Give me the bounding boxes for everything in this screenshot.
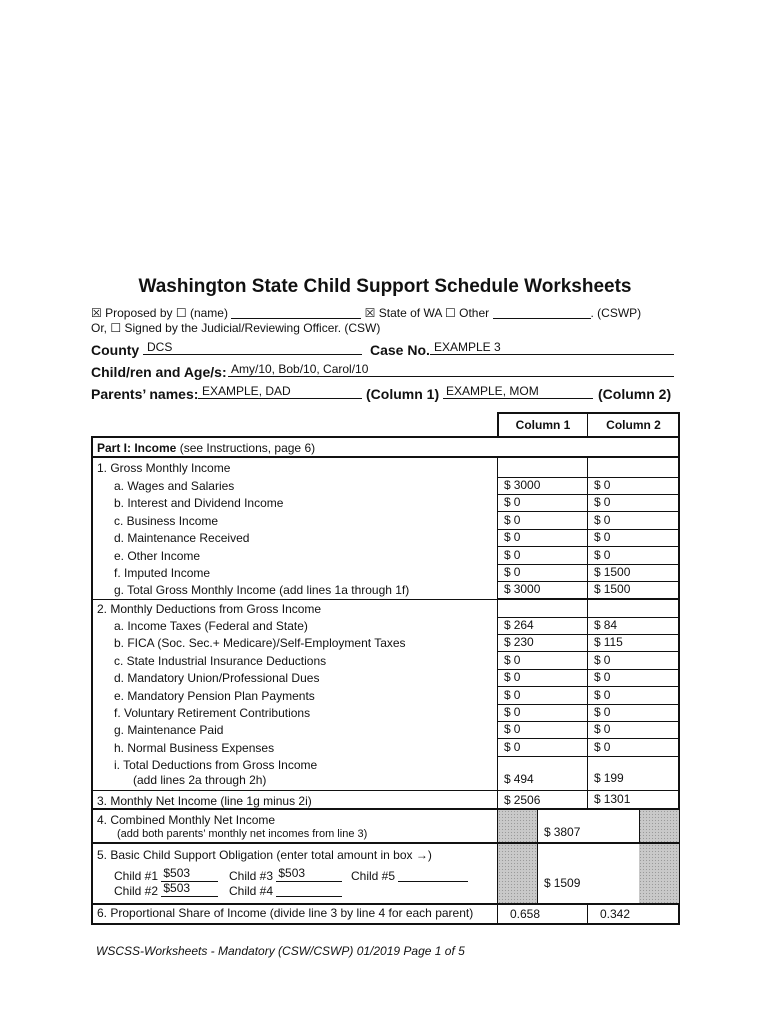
line2i-rule xyxy=(92,790,679,791)
line2-col2-value[interactable]: $ 0 xyxy=(594,687,611,702)
child1-value: $503 xyxy=(163,866,191,880)
line4-shade-border-l xyxy=(537,809,538,904)
line5-rule xyxy=(92,903,679,905)
children-value: Amy/10, Bob/10, Carol/10 xyxy=(231,362,369,376)
part1-title xyxy=(97,441,315,455)
line4-shade-right xyxy=(639,810,679,842)
line2-col2-value[interactable]: $ 84 xyxy=(594,618,618,632)
child2-field[interactable] xyxy=(161,881,218,897)
line5-shade-right xyxy=(639,844,679,903)
line1-col2-value[interactable]: $ 0 xyxy=(594,512,611,527)
line1-col1-value[interactable]: $ 0 xyxy=(504,547,521,562)
parent2-value: EXAMPLE, MOM xyxy=(446,384,539,398)
line1-row-label: e. Other Income xyxy=(114,548,201,563)
child5-field[interactable] xyxy=(398,870,468,882)
county-field[interactable] xyxy=(143,340,362,355)
line6-col1[interactable]: 0.658 xyxy=(510,907,541,921)
part1-heading: Part I: Income xyxy=(97,441,177,455)
line2-col2-value[interactable]: $ 0 xyxy=(594,705,611,719)
county-label: County xyxy=(91,342,140,358)
line2-row-rule xyxy=(497,721,679,722)
name-checkbox[interactable]: ☐ xyxy=(175,306,187,320)
line4-rule xyxy=(92,842,679,844)
line2-col2-value[interactable]: $ 0 xyxy=(594,652,611,667)
line1-row-label: d. Maintenance Received xyxy=(114,531,250,546)
line2-col2-value[interactable]: $ 0 xyxy=(594,670,611,685)
line1-col2-value[interactable]: $ 0 xyxy=(594,547,611,562)
line2-row-rule xyxy=(497,651,679,652)
line2-row-label: e. Mandatory Pension Plan Payments xyxy=(114,688,315,703)
line1-col1-value[interactable]: $ 3000 xyxy=(504,478,541,492)
line1-col2-value[interactable]: $ 1500 xyxy=(594,565,631,579)
child4-row xyxy=(229,884,342,898)
children-field[interactable] xyxy=(228,362,674,377)
child5-label: Child #5 xyxy=(351,869,396,883)
line2-row-label: c. State Industrial Insurance Deductions xyxy=(114,653,327,668)
child4-field[interactable] xyxy=(276,885,342,897)
child4-label: Child #4 xyxy=(229,884,274,898)
or-label: Or, xyxy=(91,321,108,335)
line4-shade-left xyxy=(498,810,537,842)
child2-label: Child #2 xyxy=(114,884,159,898)
signed-label: Signed by the Judicial/Reviewing Officer. (CSW) xyxy=(124,321,381,335)
signed-line xyxy=(91,321,380,335)
line1-col2-value[interactable]: $ 0 xyxy=(594,495,611,510)
case-no-label: Case No. xyxy=(370,342,430,358)
proposed-line xyxy=(91,306,641,320)
parent2-field[interactable] xyxy=(443,384,593,399)
child5-row xyxy=(351,869,468,883)
parent1-value: EXAMPLE, DAD xyxy=(202,384,291,398)
line2-col2-value[interactable]: $ 0 xyxy=(594,722,611,737)
line1-col1-value[interactable]: $ 0 xyxy=(504,512,521,527)
proposed-label: Proposed by xyxy=(105,306,173,320)
signed-checkbox[interactable]: ☐ xyxy=(110,321,122,335)
case-no-value: EXAMPLE 3 xyxy=(434,340,501,354)
page-title: Washington State Child Support Schedule Worksheets xyxy=(138,276,632,297)
line1-col1-value[interactable]: $ 0 xyxy=(504,530,521,545)
line1-row-label: c. Business Income xyxy=(114,513,219,528)
line2-row-rule xyxy=(497,704,679,705)
case-no-field[interactable] xyxy=(430,340,674,355)
line1-col1-value[interactable]: $ 3000 xyxy=(504,582,541,597)
line2-row-rule xyxy=(497,686,679,687)
part1-note: (see Instructions, page 6) xyxy=(179,441,316,455)
column2-label: (Column 2) xyxy=(598,386,672,402)
line2-row-label: d. Mandatory Union/Professional Dues xyxy=(114,671,320,686)
cswp-label: . (CSWP) xyxy=(590,306,642,320)
line6-col2[interactable]: 0.342 xyxy=(600,907,631,921)
child3-label: Child #3 xyxy=(229,869,274,883)
line5-value[interactable]: $ 1509 xyxy=(544,876,581,890)
line6-label: 6. Proportional Share of Income (divide line 3 by line 4 for each parent) xyxy=(97,906,474,920)
line4-value[interactable]: $ 3807 xyxy=(544,825,581,839)
line2-col1-value[interactable]: $ 0 xyxy=(504,670,521,685)
column1-header: Column 1 xyxy=(515,418,571,432)
parent1-field[interactable] xyxy=(198,384,362,399)
children-label: Child/ren and Age/s: xyxy=(91,364,227,380)
line2-col2-value[interactable]: $ 0 xyxy=(594,739,611,754)
line3-rule xyxy=(92,808,679,810)
line2-row-label: b. FICA (Soc. Sec.+ Medicare)/Self-Employment Taxes xyxy=(114,636,406,651)
line2i-sublabel: (add lines 2a through 2h) xyxy=(133,773,267,787)
line3-col2[interactable]: $ 1301 xyxy=(594,792,631,806)
state-checkbox[interactable]: ☒ xyxy=(364,306,376,320)
line1-col1-value[interactable]: $ 0 xyxy=(504,495,521,510)
parents-label: Parents’ names: xyxy=(91,386,199,402)
line2-col2-value[interactable]: $ 115 xyxy=(594,635,623,650)
line1-row-label: b. Interest and Dividend Income xyxy=(114,496,284,511)
line2-row-label: h. Normal Business Expenses xyxy=(114,740,275,755)
line1-row-label: f. Imputed Income xyxy=(114,566,211,580)
proposed-checkbox[interactable]: ☒ xyxy=(91,306,102,320)
name-label: (name) xyxy=(189,306,228,320)
line2-col1-value[interactable]: $ 0 xyxy=(504,687,521,702)
state-label: State of WA xyxy=(378,306,442,320)
county-value: DCS xyxy=(147,340,173,354)
line1-row-rule xyxy=(497,529,679,530)
line2-row-rule xyxy=(497,756,679,757)
child3-field[interactable] xyxy=(276,866,342,882)
line2-col1-value[interactable]: $ 0 xyxy=(504,705,521,719)
other-checkbox[interactable]: ☐ xyxy=(445,306,456,320)
line2-row-label: f. Voluntary Retirement Contributions xyxy=(114,706,311,720)
line2i-col1[interactable]: $ 494 xyxy=(504,772,534,786)
part1-divider xyxy=(92,456,679,458)
line2-label: 2. Monthly Deductions from Gross Income xyxy=(97,602,322,616)
line2i-label: i. Total Deductions from Gross Income xyxy=(114,758,318,772)
other-blank[interactable] xyxy=(493,307,591,319)
line3-label: 3. Monthly Net Income (line 1g minus 2i) xyxy=(97,794,312,808)
line5-shade-left xyxy=(498,844,537,903)
line1-row-rule xyxy=(497,511,679,512)
line3-col1[interactable]: $ 2506 xyxy=(504,793,541,807)
line4-label: 4. Combined Monthly Net Income xyxy=(97,813,276,827)
line2-col1-value[interactable]: $ 0 xyxy=(504,652,521,667)
line1-row-rule xyxy=(497,564,679,565)
line2-row-rule xyxy=(497,669,679,670)
child2-value: $503 xyxy=(163,881,191,895)
other-label: Other xyxy=(459,306,490,320)
line1-label: 1. Gross Monthly Income xyxy=(97,461,231,475)
line2-row-label: g. Maintenance Paid xyxy=(114,723,224,738)
child3-row xyxy=(229,866,342,883)
line1-col2-value[interactable]: $ 0 xyxy=(594,530,611,545)
column-header-divider xyxy=(587,412,588,438)
child1-label: Child #1 xyxy=(114,869,159,883)
name-blank[interactable] xyxy=(231,307,361,319)
line6-divider xyxy=(587,904,588,925)
line1-row-rule xyxy=(497,494,679,495)
column1-label: (Column 1) xyxy=(366,386,440,402)
line1-col1-value[interactable]: $ 0 xyxy=(504,565,521,579)
line1-col2-value[interactable]: $ 0 xyxy=(594,478,611,492)
child3-value: $503 xyxy=(278,866,306,880)
line2-col1-value[interactable]: $ 0 xyxy=(504,739,521,754)
line4-sublabel: (add both parents’ monthly net incomes from line 3) xyxy=(117,828,368,840)
line1-row-label: g. Total Gross Monthly Income (add lines 1a through 1f) xyxy=(114,583,410,598)
page-footer: WSCSS-Worksheets - Mandatory (CSW/CSWP) 01/2019 Page 1 of 5 xyxy=(96,944,465,958)
line1-col2-value[interactable]: $ 1500 xyxy=(594,582,631,597)
line2-col1-value[interactable]: $ 230 xyxy=(504,635,534,650)
line1-row-rule xyxy=(497,546,679,547)
line2-row-label: a. Income Taxes (Federal and State) xyxy=(114,619,308,633)
line2i-col2[interactable]: $ 199 xyxy=(594,771,624,785)
line1-row-label: a. Wages and Salaries xyxy=(114,479,235,493)
line2-col1-value[interactable]: $ 264 xyxy=(504,618,534,632)
line2-row-rule xyxy=(497,738,679,739)
line5-label: 5. Basic Child Support Obligation (enter total amount in box →) xyxy=(97,848,432,862)
line2-col1-value[interactable]: $ 0 xyxy=(504,722,521,737)
column2-header: Column 2 xyxy=(606,418,661,432)
line1g-rule xyxy=(92,599,679,600)
child2-row xyxy=(114,881,218,898)
